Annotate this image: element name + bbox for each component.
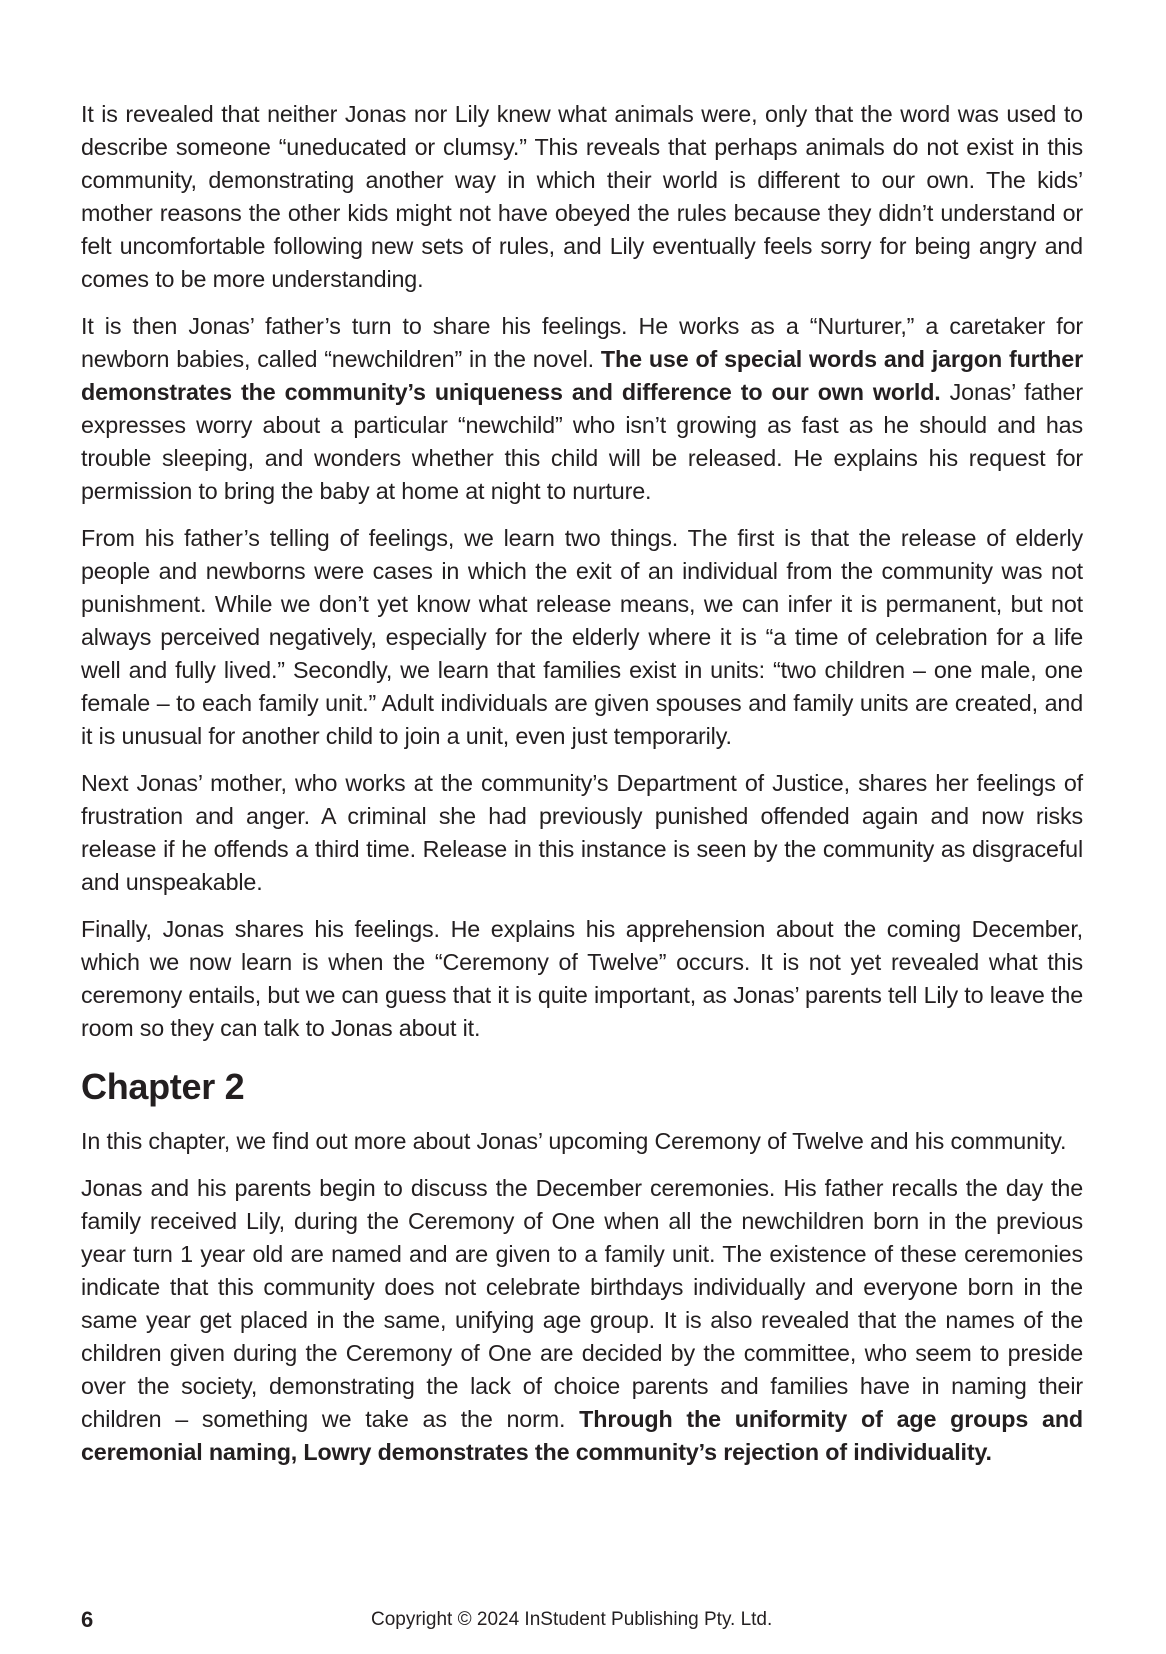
bold-text: The use of special words and jargon further demonstrates the community’s uniqueness and difference to our own world. — [81, 346, 1083, 405]
text-run: Next Jonas’ mother, who works at the community’s Department of Justice, shares her feelings of frustration and anger. A criminal she had previously punished offended again and now risks release if he offends a third time. Release in this instance is seen by the community as disgraceful and unspeakable. — [81, 770, 1083, 895]
paragraph — [81, 98, 1083, 296]
paragraph — [81, 310, 1083, 508]
text-run: In this chapter, we find out more about Jonas’ upcoming Ceremony of Twelve and his community. — [81, 1128, 1067, 1154]
paragraph — [81, 1172, 1083, 1469]
body-text-bottom — [81, 1125, 1083, 1469]
page-content — [81, 98, 1083, 1483]
page-number: 6 — [81, 1607, 94, 1632]
paragraph — [81, 913, 1083, 1045]
copyright-notice: Copyright © 2024 InStudent Publishing Pty. Ltd. — [371, 1609, 773, 1630]
text-run: It is then Jonas’ father’s turn to share his feelings. He works as a “Nurturer,” a caretaker for newborn babies, called “newchildren” in the novel. — [81, 313, 1083, 372]
bold-text: Through the uniformity of age groups and ceremonial naming, Lowry demonstrates the community’s rejection of individuality. — [81, 1406, 1083, 1465]
page-footer — [81, 1607, 1083, 1637]
text-run: Finally, Jonas shares his feelings. He explains his apprehension about the coming December, which we now learn is when the “Ceremony of Twelve” occurs. It is not yet revealed what this ceremony entails, but we can guess that it is quite important, as Jonas’ parents tell Lily to leave the room so they can talk to Jonas about it. — [81, 916, 1083, 1041]
paragraph — [81, 767, 1083, 899]
text-run: From his father’s telling of feelings, we learn two things. The first is that the release of elderly people and newborns were cases in which the exit of an individual from the community was not punishment. While we don’t yet know what release means, we can infer it is permanent, but not always perceived negatively, especially for the elderly where it is “a time of celebration for a life well and fully lived.” Secondly, we learn that families exist in units: “two children – one male, one female – to each family unit.” Adult individuals are given spouses and family units are created, and it is unusual for another child to join a unit, even just temporarily. — [81, 525, 1083, 749]
text-run: Jonas and his parents begin to discuss the December ceremonies. His father recalls the day the family received Lily, during the Ceremony of One when all the newchildren born in the previous year turn 1 year old are named and are given to a family unit. The existence of these ceremonies indicate that this community does not celebrate birthdays individually and everyone born in the same year get placed in the same, unifying age group. It is also revealed that the names of the children given during the Ceremony of One are decided by the committee, who seem to preside over the society, demonstrating the lack of choice parents and families have in naming their children – something we take as the norm. — [81, 1175, 1083, 1432]
paragraph — [81, 1125, 1083, 1158]
text-run: Jonas’ father expresses worry about a particular “newchild” who isn’t growing as fast as he should and has trouble sleeping, and wonders whether this child will be released. He explains his request for permission to bring the baby at home at night to nurture. — [81, 379, 1083, 504]
body-text-top — [81, 98, 1083, 1045]
paragraph — [81, 522, 1083, 753]
chapter-heading: Chapter 2 — [81, 1066, 245, 1107]
text-run: It is revealed that neither Jonas nor Lily knew what animals were, only that the word was used to describe someone “uneducated or clumsy.” This reveals that perhaps animals do not exist in this community, demonstrating another way in which their world is different to our own. The kids’ mother reasons the other kids might not have obeyed the rules because they didn’t understand or felt uncomfortable following new sets of rules, and Lily eventually feels sorry for being angry and comes to be more understanding. — [81, 101, 1083, 292]
